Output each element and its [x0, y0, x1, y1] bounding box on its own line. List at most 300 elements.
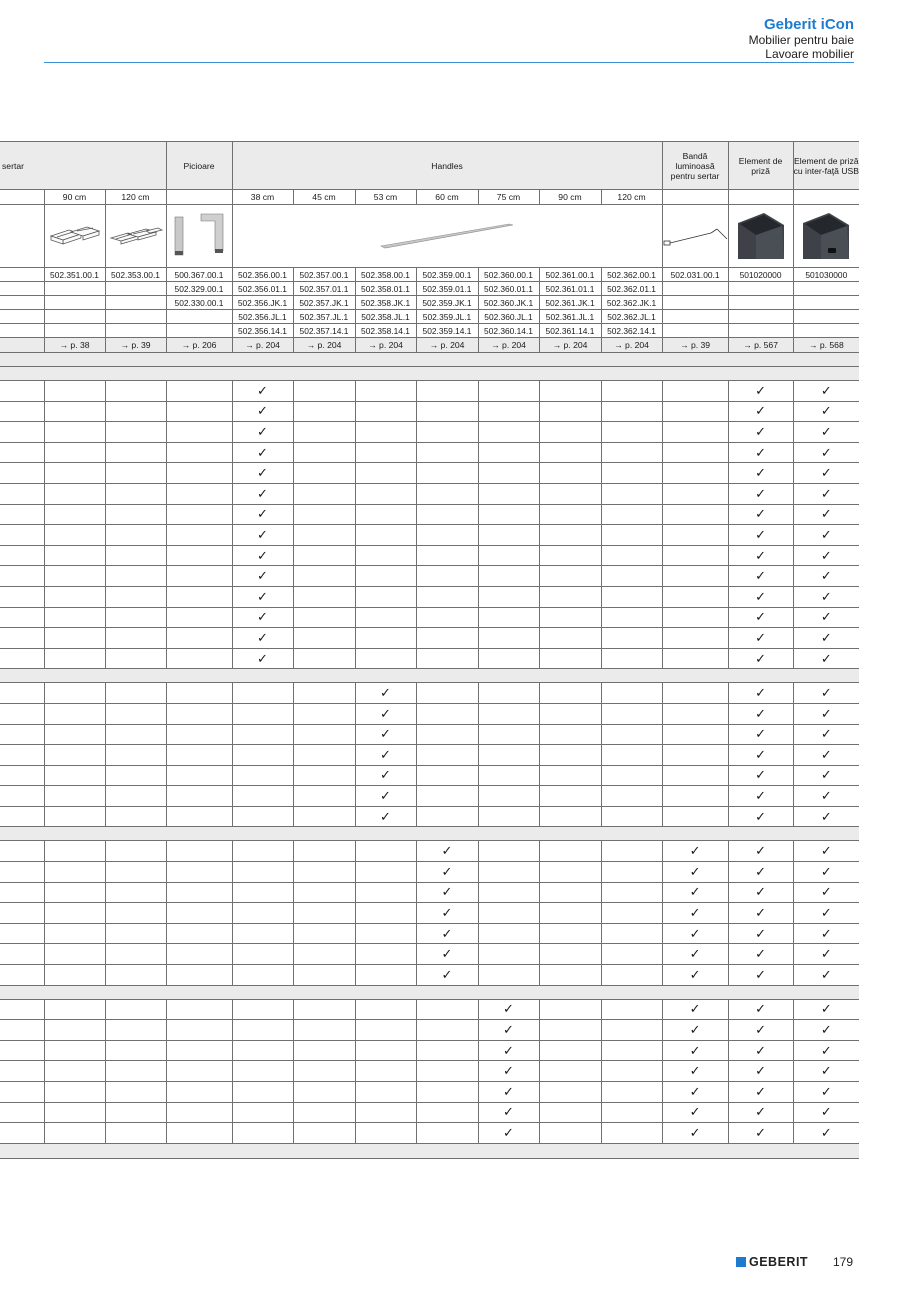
compat-cell — [539, 683, 601, 704]
article-number-cell — [728, 282, 793, 296]
check-icon: ✓ — [820, 568, 832, 584]
compat-cell — [793, 463, 859, 484]
compat-cell — [293, 442, 355, 463]
compat-cell — [355, 1082, 416, 1103]
compat-cell — [416, 882, 478, 903]
compat-cell — [478, 1082, 539, 1103]
check-icon: ✓ — [755, 705, 766, 721]
compat-cell — [478, 401, 539, 422]
article-number-cell: 502.362.JL.1 — [601, 310, 662, 324]
size-cell: 45 cm — [293, 190, 355, 205]
header-sertar: sertar — [0, 142, 166, 190]
compat-cell — [601, 862, 662, 883]
article-number-cell: 502.356.00.1 — [232, 268, 293, 282]
compat-row — [0, 442, 859, 463]
check-icon: ✓ — [755, 788, 766, 804]
compat-cell — [416, 504, 478, 525]
compat-cell — [793, 1020, 859, 1041]
compat-cell — [662, 442, 728, 463]
compat-cell — [166, 381, 232, 402]
compat-cell — [662, 944, 728, 965]
article-number-cell: 502.359.JL.1 — [416, 310, 478, 324]
article-number-cell: 502.361.14.1 — [539, 324, 601, 338]
compat-cell — [355, 545, 416, 566]
page-ref-cell: → p. 204 — [293, 338, 355, 353]
check-icon: ✓ — [755, 726, 766, 742]
compat-cell — [662, 724, 728, 745]
compat-cell — [293, 1040, 355, 1061]
check-icon: ✓ — [689, 966, 701, 982]
compat-cell — [793, 422, 859, 443]
compat-cell — [539, 566, 601, 587]
compat-cell — [166, 648, 232, 669]
check-icon: ✓ — [820, 1124, 832, 1140]
check-icon: ✓ — [820, 1022, 832, 1038]
compat-cell — [728, 648, 793, 669]
check-icon: ✓ — [820, 485, 832, 501]
compat-cell — [793, 628, 859, 649]
compat-cell — [232, 545, 293, 566]
compat-cell — [105, 724, 166, 745]
compat-cell — [728, 483, 793, 504]
compat-cell — [601, 786, 662, 807]
compat-cell — [601, 504, 662, 525]
compat-cell — [105, 381, 166, 402]
compat-cell — [601, 806, 662, 827]
compat-cell — [0, 944, 44, 965]
compat-cell — [232, 1040, 293, 1061]
compat-cell — [0, 1102, 44, 1123]
article-row — [0, 324, 859, 338]
section-band — [0, 985, 859, 999]
compat-cell — [355, 1123, 416, 1144]
check-icon: ✓ — [689, 1104, 701, 1120]
compat-cell — [232, 607, 293, 628]
compat-cell — [539, 545, 601, 566]
check-icon: ✓ — [820, 423, 832, 439]
header-rule — [44, 62, 854, 63]
check-icon: ✓ — [257, 485, 268, 501]
compat-cell — [44, 566, 105, 587]
section-band-cell — [0, 827, 859, 841]
table-end-row — [0, 1143, 859, 1158]
compat-cell — [601, 422, 662, 443]
article-number-cell: 502.357.JK.1 — [293, 296, 355, 310]
compat-cell — [293, 401, 355, 422]
check-icon: ✓ — [755, 746, 766, 762]
compat-cell — [166, 683, 232, 704]
compat-cell — [601, 1102, 662, 1123]
compat-cell — [793, 525, 859, 546]
compat-cell — [166, 401, 232, 422]
compat-row — [0, 1040, 859, 1061]
compat-row — [0, 1020, 859, 1041]
check-icon: ✓ — [689, 843, 701, 859]
check-icon: ✓ — [441, 863, 453, 879]
check-icon: ✓ — [441, 966, 453, 982]
check-icon: ✓ — [820, 726, 832, 742]
compat-cell — [662, 862, 728, 883]
compat-cell — [44, 786, 105, 807]
check-icon: ✓ — [820, 884, 832, 900]
compat-cell — [478, 703, 539, 724]
article-number-cell: 502.360.14.1 — [478, 324, 539, 338]
compat-cell — [478, 463, 539, 484]
compat-cell — [728, 965, 793, 986]
logo-text: GEBERIT — [749, 1255, 809, 1269]
compat-cell — [662, 545, 728, 566]
compat-cell — [355, 607, 416, 628]
compat-cell — [728, 545, 793, 566]
compat-cell — [44, 703, 105, 724]
page-ref-cell: → p. 204 — [539, 338, 601, 353]
compat-cell — [662, 628, 728, 649]
header-element-usb: Element de priză cu inter-faţă USB — [793, 142, 859, 190]
compat-cell — [539, 923, 601, 944]
compat-cell — [355, 683, 416, 704]
brand-title: Geberit iCon — [763, 16, 854, 33]
compat-cell — [166, 483, 232, 504]
check-icon: ✓ — [755, 465, 766, 481]
compat-row — [0, 607, 859, 628]
compat-cell — [539, 1040, 601, 1061]
compat-cell — [293, 648, 355, 669]
compat-cell — [793, 703, 859, 724]
check-icon: ✓ — [820, 1063, 832, 1079]
compat-cell — [601, 944, 662, 965]
compat-cell — [539, 944, 601, 965]
compat-cell — [105, 566, 166, 587]
compat-cell — [478, 1123, 539, 1144]
page-ref-cell: → p. 39 — [105, 338, 166, 353]
check-icon: ✓ — [820, 1083, 832, 1099]
page-ref-cell: → p. 206 — [166, 338, 232, 353]
compat-cell — [44, 1061, 105, 1082]
compat-cell — [601, 903, 662, 924]
compat-cell — [416, 944, 478, 965]
compat-cell — [416, 401, 478, 422]
compat-cell — [105, 944, 166, 965]
compat-cell — [166, 765, 232, 786]
page-ref-cell: → p. 204 — [355, 338, 416, 353]
drawer-insert-90-icon — [44, 205, 105, 268]
compat-cell — [539, 1061, 601, 1082]
compat-cell — [478, 806, 539, 827]
compat-cell — [416, 965, 478, 986]
compat-cell — [355, 923, 416, 944]
compat-cell — [355, 882, 416, 903]
compat-cell — [539, 862, 601, 883]
compat-cell — [355, 806, 416, 827]
compat-cell — [793, 683, 859, 704]
compat-cell — [105, 545, 166, 566]
article-number-cell: 502.359.14.1 — [416, 324, 478, 338]
compat-cell — [166, 882, 232, 903]
compat-cell — [662, 586, 728, 607]
compat-cell — [662, 463, 728, 484]
check-icon: ✓ — [755, 767, 766, 783]
header-subtitle: Mobilier pentru baie — [748, 33, 854, 47]
article-number-cell — [793, 282, 859, 296]
compat-cell — [166, 999, 232, 1020]
compat-row — [0, 923, 859, 944]
check-icon: ✓ — [820, 767, 832, 783]
check-icon: ✓ — [257, 609, 268, 625]
article-number-cell: 502.360.JL.1 — [478, 310, 539, 324]
article-number-cell: 502.356.14.1 — [232, 324, 293, 338]
article-number-cell: 502.356.JK.1 — [232, 296, 293, 310]
compat-cell — [728, 999, 793, 1020]
compat-cell — [539, 841, 601, 862]
check-icon: ✓ — [380, 746, 391, 762]
compat-row — [0, 422, 859, 443]
compat-cell — [601, 586, 662, 607]
compat-cell — [166, 862, 232, 883]
compat-cell — [478, 483, 539, 504]
compat-cell — [662, 1082, 728, 1103]
compat-cell — [793, 442, 859, 463]
check-icon: ✓ — [503, 1124, 514, 1140]
compat-cell — [232, 483, 293, 504]
compat-cell — [293, 381, 355, 402]
check-icon: ✓ — [380, 726, 391, 742]
article-number-cell — [0, 324, 44, 338]
size-cell: 38 cm — [232, 190, 293, 205]
size-cell: 75 cm — [478, 190, 539, 205]
compat-cell — [728, 607, 793, 628]
compat-cell — [293, 703, 355, 724]
compat-cell — [0, 586, 44, 607]
check-icon: ✓ — [755, 423, 766, 439]
section-band-cell — [0, 353, 859, 367]
check-icon: ✓ — [755, 1042, 766, 1058]
check-icon: ✓ — [441, 946, 453, 962]
compat-cell — [105, 504, 166, 525]
compat-cell — [601, 525, 662, 546]
compat-cell — [662, 504, 728, 525]
compat-cell — [355, 504, 416, 525]
compat-cell — [232, 841, 293, 862]
compat-cell — [662, 1020, 728, 1041]
image-cell-empty — [0, 205, 44, 268]
compat-cell — [416, 586, 478, 607]
article-number-cell — [105, 296, 166, 310]
compat-cell — [293, 1123, 355, 1144]
compat-cell — [601, 1123, 662, 1144]
article-number-cell: 502.356.JL.1 — [232, 310, 293, 324]
article-number-cell — [44, 296, 105, 310]
compat-cell — [416, 765, 478, 786]
compat-cell — [539, 806, 601, 827]
size-cell: 90 cm — [539, 190, 601, 205]
compat-cell — [293, 862, 355, 883]
check-icon: ✓ — [820, 547, 832, 563]
compat-cell — [105, 862, 166, 883]
check-icon: ✓ — [257, 526, 268, 542]
compat-cell — [601, 841, 662, 862]
compat-cell — [355, 1102, 416, 1123]
compat-cell — [232, 683, 293, 704]
article-number-cell: 502.358.JL.1 — [355, 310, 416, 324]
size-cell — [662, 190, 728, 205]
compat-cell — [355, 703, 416, 724]
check-icon: ✓ — [820, 1042, 832, 1058]
compat-cell — [662, 1102, 728, 1123]
compat-cell — [44, 525, 105, 546]
check-icon: ✓ — [755, 884, 766, 900]
socket-usb-element-icon — [793, 205, 859, 268]
compat-cell — [293, 1020, 355, 1041]
compat-cell — [601, 648, 662, 669]
check-icon: ✓ — [755, 843, 766, 859]
logo-square-icon — [736, 1257, 746, 1267]
compat-cell — [478, 566, 539, 587]
check-icon: ✓ — [755, 1001, 766, 1017]
compat-cell — [662, 525, 728, 546]
compat-cell — [105, 765, 166, 786]
compat-cell — [232, 745, 293, 766]
article-number-cell: 500.367.00.1 — [166, 268, 232, 282]
check-icon: ✓ — [755, 547, 766, 563]
article-number-cell — [0, 310, 44, 324]
compat-cell — [478, 1040, 539, 1061]
check-icon: ✓ — [755, 650, 766, 666]
compat-cell — [0, 703, 44, 724]
compat-cell — [355, 965, 416, 986]
compat-cell — [416, 786, 478, 807]
article-number-cell: 502.360.00.1 — [478, 268, 539, 282]
check-icon: ✓ — [820, 629, 832, 645]
compat-cell — [0, 381, 44, 402]
compat-cell — [166, 545, 232, 566]
furniture-leg-icon — [166, 205, 232, 268]
check-icon: ✓ — [755, 946, 766, 962]
compat-cell — [539, 628, 601, 649]
compat-cell — [232, 586, 293, 607]
compat-cell — [232, 703, 293, 724]
article-number-cell: 502.359.00.1 — [416, 268, 478, 282]
compat-cell — [662, 882, 728, 903]
compat-cell — [232, 422, 293, 443]
compat-cell — [539, 882, 601, 903]
compat-cell — [293, 724, 355, 745]
compat-cell — [728, 786, 793, 807]
check-icon: ✓ — [441, 884, 453, 900]
size-cell — [793, 190, 859, 205]
article-number-cell: 502.031.00.1 — [662, 268, 728, 282]
compat-cell — [355, 1020, 416, 1041]
compat-cell — [44, 586, 105, 607]
section-band — [0, 669, 859, 683]
check-icon: ✓ — [380, 767, 391, 783]
compat-cell — [355, 903, 416, 924]
compat-cell — [416, 999, 478, 1020]
check-icon: ✓ — [755, 403, 766, 419]
compat-cell — [728, 703, 793, 724]
compat-cell — [105, 683, 166, 704]
check-icon: ✓ — [755, 966, 766, 982]
check-icon: ✓ — [380, 685, 391, 701]
compat-cell — [539, 1020, 601, 1041]
check-icon: ✓ — [257, 423, 268, 439]
compat-cell — [44, 999, 105, 1020]
compat-cell — [539, 1082, 601, 1103]
compat-cell — [293, 1061, 355, 1082]
compat-cell — [416, 1061, 478, 1082]
check-icon: ✓ — [820, 843, 832, 859]
compat-cell — [44, 841, 105, 862]
compat-cell — [44, 806, 105, 827]
check-icon: ✓ — [755, 1063, 766, 1079]
compat-cell — [601, 703, 662, 724]
compat-cell — [355, 745, 416, 766]
compat-cell — [44, 401, 105, 422]
compat-cell — [105, 806, 166, 827]
check-icon: ✓ — [755, 905, 766, 921]
check-icon: ✓ — [689, 1083, 701, 1099]
page-ref-cell: → p. 204 — [232, 338, 293, 353]
check-icon: ✓ — [820, 946, 832, 962]
article-number-cell: 502.361.01.1 — [539, 282, 601, 296]
compat-cell — [355, 765, 416, 786]
compat-cell — [0, 1040, 44, 1061]
compat-cell — [355, 628, 416, 649]
compat-cell — [0, 882, 44, 903]
compat-cell — [0, 903, 44, 924]
compat-cell — [793, 841, 859, 862]
compat-cell — [478, 504, 539, 525]
compat-cell — [539, 586, 601, 607]
size-cell: 53 cm — [355, 190, 416, 205]
compat-cell — [0, 628, 44, 649]
section-band — [0, 367, 859, 381]
compat-cell — [416, 1040, 478, 1061]
compat-cell — [0, 463, 44, 484]
compat-cell — [166, 525, 232, 546]
article-number-cell — [105, 310, 166, 324]
check-icon: ✓ — [755, 444, 766, 460]
compat-cell — [728, 1082, 793, 1103]
compat-cell — [416, 381, 478, 402]
compat-cell — [539, 463, 601, 484]
check-icon: ✓ — [689, 884, 701, 900]
compat-cell — [662, 648, 728, 669]
check-icon: ✓ — [755, 629, 766, 645]
compat-cell — [728, 903, 793, 924]
compat-cell — [539, 703, 601, 724]
compat-cell — [539, 442, 601, 463]
check-icon: ✓ — [820, 650, 832, 666]
check-icon: ✓ — [257, 588, 268, 604]
check-icon: ✓ — [755, 506, 766, 522]
check-icon: ✓ — [820, 905, 832, 921]
compat-row — [0, 903, 859, 924]
compat-cell — [166, 463, 232, 484]
check-icon: ✓ — [755, 685, 766, 701]
check-icon: ✓ — [257, 629, 268, 645]
compat-cell — [601, 745, 662, 766]
compat-cell — [728, 806, 793, 827]
page-ref-cell: → p. 204 — [601, 338, 662, 353]
compat-cell — [539, 381, 601, 402]
article-number-cell: 502.361.JK.1 — [539, 296, 601, 310]
compat-cell — [105, 923, 166, 944]
compat-cell — [105, 903, 166, 924]
compat-cell — [728, 504, 793, 525]
compat-cell — [728, 882, 793, 903]
article-number-cell: 502.353.00.1 — [105, 268, 166, 282]
article-number-cell: 502.357.00.1 — [293, 268, 355, 282]
